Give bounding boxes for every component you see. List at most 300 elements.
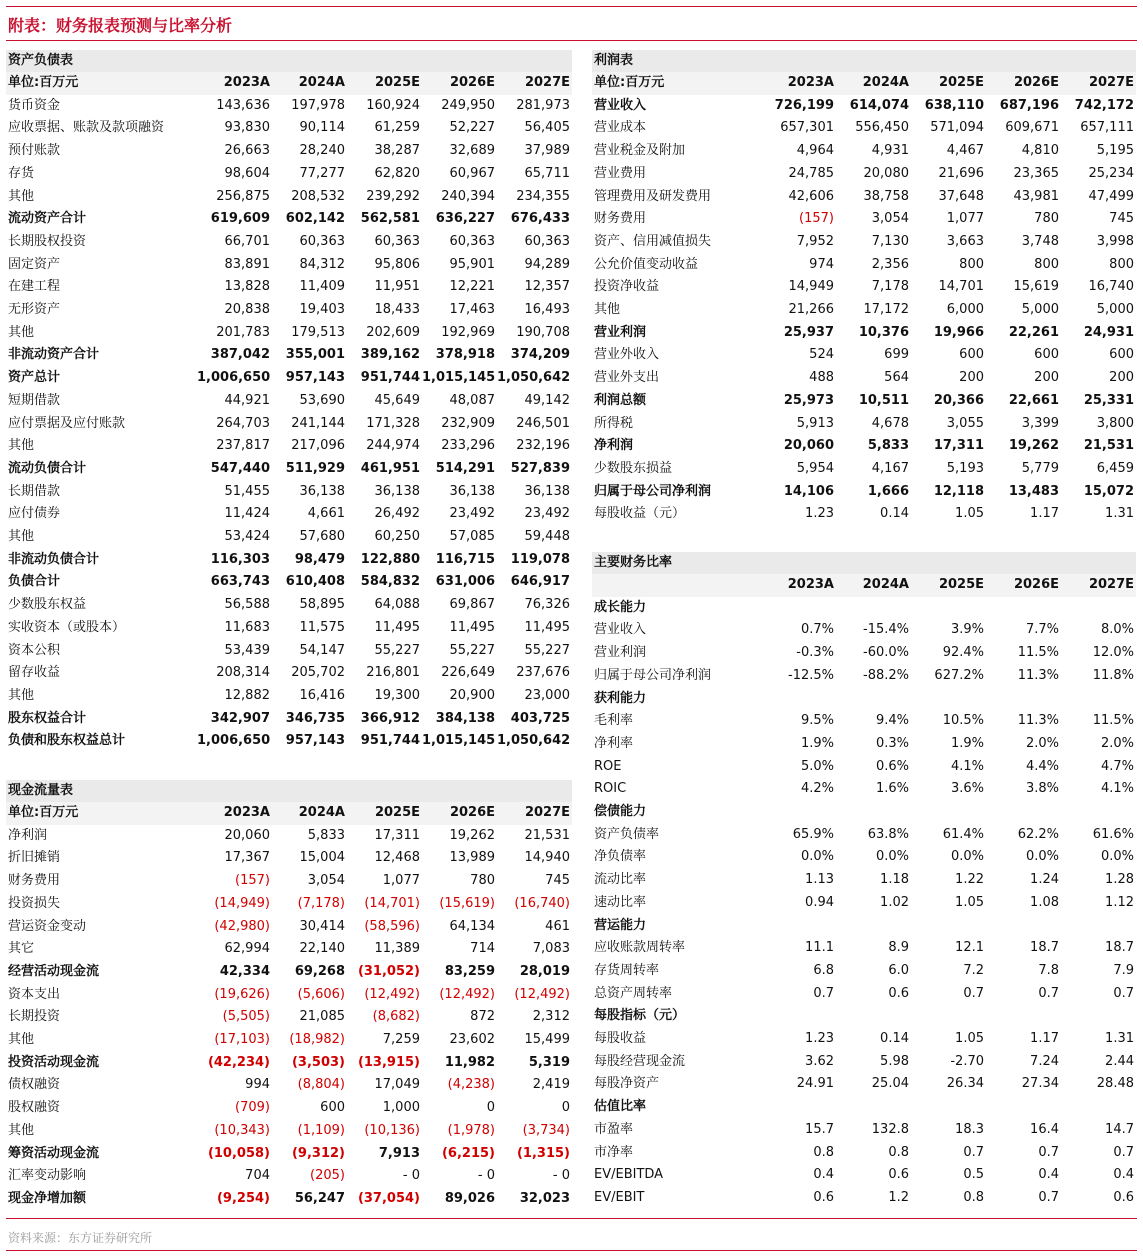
value-cell: 53,439: [224, 642, 270, 658]
value-cell: (9,312): [291, 1145, 345, 1161]
value-cell: 15,004: [299, 850, 345, 866]
value-cell: 53,690: [299, 392, 345, 408]
value-cell: 4.7%: [1100, 758, 1134, 774]
balance-sheet-table: [6, 72, 572, 753]
empty-cell: [836, 801, 911, 824]
value-cell: 780: [1034, 211, 1059, 227]
row-label: 非流动资产合计: [8, 347, 100, 363]
value-cell: 6.8: [813, 962, 834, 978]
value-cell: 241,144: [291, 415, 345, 431]
value-cell: 0: [561, 1100, 570, 1116]
value-cell: (13,915): [357, 1054, 420, 1070]
value-cell: 66,701: [224, 233, 270, 249]
value-cell: 1.9%: [800, 735, 834, 751]
value-cell: 1.12: [1105, 894, 1134, 910]
value-cell: 4.4%: [1025, 758, 1059, 774]
row-label: 应付票据及应付账款: [8, 415, 126, 431]
value-cell: 1.24: [1030, 872, 1059, 888]
value-cell: 0.7: [813, 985, 834, 1001]
value-cell: 12,118: [933, 483, 984, 499]
value-cell: 1,000: [382, 1100, 420, 1116]
category-label: 获利能力: [594, 690, 647, 706]
row-label: 营业利润: [594, 324, 647, 340]
value-cell: 11,495: [449, 619, 495, 635]
row-label: 营业税金及附加: [594, 143, 686, 159]
value-cell: 24,785: [788, 165, 834, 181]
table-row: [6, 938, 572, 961]
table-row: [592, 231, 1136, 254]
value-cell: 638,110: [924, 97, 984, 113]
value-cell: 13,828: [224, 279, 270, 295]
value-cell: 1,006,650: [197, 733, 271, 749]
value-cell: 36,138: [299, 483, 345, 499]
value-cell: 4,964: [796, 143, 834, 159]
footer-rule: [6, 1250, 1137, 1251]
value-cell: 3.9%: [950, 622, 984, 638]
row-label: 归属于母公司净利润: [594, 667, 712, 683]
value-cell: (15,619): [439, 895, 495, 911]
value-cell: (157): [235, 873, 270, 889]
row-label: 总资产周转率: [594, 985, 673, 1001]
page-title: 附表：财务报表预测与比率分析: [8, 16, 233, 35]
value-cell: 239,292: [366, 188, 420, 204]
value-cell: 234,355: [516, 188, 570, 204]
value-cell: 42,606: [788, 188, 834, 204]
row-label: 留存收益: [8, 665, 61, 681]
value-cell: 47,499: [1088, 188, 1134, 204]
row-label: 营业外支出: [594, 370, 660, 386]
value-cell: 60,250: [374, 529, 420, 545]
value-cell: 20,060: [224, 827, 270, 843]
value-cell: 1.31: [1105, 506, 1134, 522]
value-cell: 202,609: [366, 324, 420, 340]
income-statement-table: [592, 72, 1136, 526]
empty-cell: [986, 1096, 1061, 1119]
value-cell: 657,301: [780, 120, 834, 136]
value-cell: 0.7: [1113, 1144, 1134, 1160]
row-label: 长期借款: [8, 483, 61, 499]
table-row: [6, 847, 572, 870]
value-cell: 5.0%: [800, 758, 834, 774]
value-cell: 11.3%: [1017, 667, 1059, 683]
year-header: 2027E: [1061, 574, 1136, 597]
table-row: [6, 893, 572, 916]
value-cell: 11,951: [374, 279, 420, 295]
row-label: 净利率: [594, 735, 634, 751]
value-cell: 11,495: [374, 619, 420, 635]
table-row: [592, 163, 1136, 186]
value-cell: 4.1%: [1100, 781, 1134, 797]
value-cell: 63.8%: [867, 826, 909, 842]
value-cell: 20,900: [449, 687, 495, 703]
year-header: 2026E: [422, 802, 497, 825]
table-row: [6, 435, 572, 458]
table-row: [592, 733, 1136, 756]
table-row: [6, 594, 572, 617]
value-cell: 12,882: [224, 687, 270, 703]
table-row: [592, 1142, 1136, 1165]
value-cell: 69,867: [449, 597, 495, 613]
value-cell: 7.9: [1113, 962, 1134, 978]
header-row: [592, 574, 1136, 597]
value-cell: (10,343): [214, 1122, 270, 1138]
value-cell: 25,973: [783, 392, 834, 408]
value-cell: 5,954: [796, 460, 834, 476]
value-cell: 663,743: [210, 574, 270, 590]
value-cell: (3,734): [522, 1122, 570, 1138]
value-cell: 1,006,650: [197, 370, 271, 386]
value-cell: 216,801: [366, 665, 420, 681]
table-row: [592, 1028, 1136, 1051]
value-cell: 28,240: [299, 143, 345, 159]
value-cell: 43,981: [1013, 188, 1059, 204]
year-header: 2026E: [986, 72, 1061, 95]
value-cell: 15,072: [1083, 483, 1134, 499]
value-cell: 53,424: [224, 529, 270, 545]
value-cell: 54,147: [299, 642, 345, 658]
category-label: 偿债能力: [594, 804, 647, 820]
value-cell: 60,363: [374, 233, 420, 249]
year-header: 2027E: [497, 72, 572, 95]
table-row: [6, 1143, 572, 1166]
value-cell: 16.4: [1030, 1121, 1059, 1137]
table-row: [6, 186, 572, 209]
value-cell: 7,952: [796, 233, 834, 249]
empty-cell: [761, 801, 836, 824]
empty-cell: [986, 1005, 1061, 1028]
value-cell: 9.4%: [875, 713, 909, 729]
table-row: [6, 708, 572, 731]
row-label: 利润总额: [594, 392, 647, 408]
value-cell: 23,602: [449, 1032, 495, 1048]
table-row: [592, 322, 1136, 345]
empty-cell: [761, 1005, 836, 1028]
value-cell: 602,142: [285, 211, 345, 227]
value-cell: 16,740: [1088, 279, 1134, 295]
value-cell: 16,493: [524, 302, 570, 318]
value-cell: 12.1: [955, 940, 984, 956]
table-row: [592, 413, 1136, 436]
value-cell: (1,109): [297, 1122, 345, 1138]
value-cell: 10.5%: [942, 713, 984, 729]
table-row: [6, 367, 572, 390]
table-row: [6, 231, 572, 254]
category-row: [592, 1005, 1136, 1028]
value-cell: 17,049: [374, 1077, 420, 1093]
value-cell: 12.0%: [1092, 645, 1134, 661]
value-cell: 1.17: [1030, 506, 1059, 522]
table-row: [592, 960, 1136, 983]
value-cell: 32,023: [519, 1190, 570, 1206]
value-cell: 20,080: [863, 165, 909, 181]
row-label: 负债合计: [8, 574, 61, 590]
row-label: 资产负债率: [594, 826, 660, 842]
value-cell: - 0: [402, 1168, 420, 1184]
value-cell: 90,114: [299, 120, 345, 136]
value-cell: 0.0%: [1100, 849, 1134, 865]
table-row: [6, 730, 572, 753]
row-label: 其他: [8, 687, 35, 703]
value-cell: 11,683: [224, 619, 270, 635]
row-label: 其他: [8, 529, 35, 545]
empty-cell: [836, 1005, 911, 1028]
value-cell: 83,259: [444, 963, 495, 979]
value-cell: 4.1%: [950, 758, 984, 774]
table-row: [592, 503, 1136, 526]
table-row: [592, 140, 1136, 163]
value-cell: 872: [470, 1009, 495, 1025]
row-label: 少数股东权益: [8, 597, 87, 613]
row-label: 无形资产: [8, 302, 61, 318]
row-label: 市净率: [594, 1144, 634, 1160]
value-cell: 3,998: [1096, 233, 1134, 249]
row-label: 货币资金: [8, 97, 61, 113]
row-label: 其他: [8, 438, 35, 454]
row-label: 资本支出: [8, 986, 61, 1002]
table-row: [6, 685, 572, 708]
value-cell: 3,399: [1021, 415, 1059, 431]
value-cell: 1.13: [805, 872, 834, 888]
value-cell: 6,459: [1096, 460, 1134, 476]
value-cell: 84,312: [299, 256, 345, 272]
value-cell: 742,172: [1074, 97, 1134, 113]
row-label: 管理费用及研发费用: [594, 188, 712, 204]
value-cell: (12,492): [364, 986, 420, 1002]
value-cell: 19,262: [1008, 438, 1059, 454]
value-cell: 13,989: [449, 850, 495, 866]
value-cell: 69,268: [294, 963, 345, 979]
value-cell: 21,266: [788, 302, 834, 318]
value-cell: 55,227: [524, 642, 570, 658]
value-cell: (14,701): [364, 895, 420, 911]
row-label: 少数股东损益: [594, 460, 673, 476]
value-cell: 514,291: [435, 460, 495, 476]
value-cell: 0.5: [963, 1167, 984, 1183]
row-label: 毛利率: [594, 713, 634, 729]
value-cell: 5,833: [867, 438, 909, 454]
row-label: 营业收入: [594, 622, 647, 638]
value-cell: 237,676: [516, 665, 570, 681]
value-cell: 37,989: [524, 143, 570, 159]
category-label: 每股指标（元）: [594, 1008, 686, 1024]
value-cell: 200: [1109, 370, 1134, 386]
value-cell: 3.8%: [1025, 781, 1059, 797]
value-cell: 17,311: [374, 827, 420, 843]
value-cell: 488: [809, 370, 834, 386]
category-label: 成长能力: [594, 599, 647, 615]
row-label: 应收票据、账款及款项融资: [8, 120, 165, 136]
value-cell: 0: [486, 1100, 495, 1116]
row-label: 资本公积: [8, 642, 61, 658]
value-cell: 65,711: [524, 165, 570, 181]
header-row: [592, 72, 1136, 95]
value-cell: 28,019: [519, 963, 570, 979]
value-cell: 49,142: [524, 392, 570, 408]
value-cell: 60,363: [299, 233, 345, 249]
table-row: [6, 1097, 572, 1120]
row-label: 流动比率: [594, 872, 647, 888]
value-cell: -0.3%: [796, 645, 834, 661]
table-row: [592, 1187, 1136, 1210]
empty-cell: [761, 915, 836, 938]
table-row: [6, 1052, 572, 1075]
value-cell: -12.5%: [788, 667, 834, 683]
value-cell: 21,696: [938, 165, 984, 181]
row-label: 每股收益: [594, 1031, 647, 1047]
table-row: [6, 617, 572, 640]
value-cell: 3,663: [946, 233, 984, 249]
table-row: [6, 163, 572, 186]
year-header: 2026E: [986, 574, 1061, 597]
value-cell: 7,083: [532, 941, 570, 957]
value-cell: 527,839: [510, 460, 570, 476]
value-cell: 1,015,145: [422, 733, 496, 749]
row-label: 其它: [8, 941, 35, 957]
year-header: 2025E: [347, 802, 422, 825]
category-label: 营运能力: [594, 917, 647, 933]
title-rule: [6, 40, 1137, 41]
table-row: [6, 1074, 572, 1097]
value-cell: 3,748: [1021, 233, 1059, 249]
value-cell: 61.4%: [942, 826, 984, 842]
value-cell: 55,227: [449, 642, 495, 658]
value-cell: (157): [799, 211, 834, 227]
value-cell: 192,969: [441, 324, 495, 340]
value-cell: 461,951: [360, 460, 420, 476]
value-cell: 584,832: [360, 574, 420, 590]
value-cell: 26.34: [946, 1076, 984, 1092]
row-label: 汇率变动影响: [8, 1168, 87, 1184]
value-cell: 0.8: [813, 1144, 834, 1160]
row-label: 存货: [8, 165, 35, 181]
table-row: [592, 619, 1136, 642]
value-cell: 12,357: [524, 279, 570, 295]
empty-cell: [1061, 915, 1136, 938]
row-label: 实收资本（或股本）: [8, 619, 126, 635]
table-row: [6, 984, 572, 1007]
year-header: 2024A: [272, 802, 347, 825]
table-row: [6, 549, 572, 572]
value-cell: 403,725: [510, 710, 570, 726]
value-cell: 76,326: [524, 597, 570, 613]
empty-cell: [911, 597, 986, 620]
row-label: 净利润: [8, 827, 48, 843]
value-cell: 11.1: [805, 940, 834, 956]
value-cell: (8,682): [372, 1009, 420, 1025]
value-cell: 4,167: [871, 460, 909, 476]
empty-cell: [1061, 801, 1136, 824]
ratios-section: [592, 552, 1136, 1210]
value-cell: 8.0%: [1100, 622, 1134, 638]
value-cell: 2,419: [532, 1077, 570, 1093]
value-cell: 200: [959, 370, 984, 386]
value-cell: 60,363: [524, 233, 570, 249]
value-cell: 17,463: [449, 302, 495, 318]
empty-cell: [986, 801, 1061, 824]
value-cell: (9,254): [216, 1190, 270, 1206]
empty-cell: [761, 1096, 836, 1119]
value-cell: 11.3%: [1017, 713, 1059, 729]
value-cell: 92.4%: [942, 645, 984, 661]
value-cell: (7,178): [297, 895, 345, 911]
value-cell: (31,052): [357, 963, 420, 979]
value-cell: 201,783: [216, 324, 270, 340]
table-row: [592, 1051, 1136, 1074]
cash-flow-title: 现金流量表: [6, 780, 572, 802]
year-header: 2025E: [911, 574, 986, 597]
empty-cell: [836, 915, 911, 938]
value-cell: 62,994: [224, 941, 270, 957]
value-cell: 800: [959, 256, 984, 272]
table-row: [592, 869, 1136, 892]
value-cell: 48,087: [449, 392, 495, 408]
value-cell: 28.48: [1096, 1076, 1134, 1092]
value-cell: (8,804): [297, 1077, 345, 1093]
year-header: 2025E: [347, 72, 422, 95]
value-cell: 619,609: [210, 211, 270, 227]
table-row: [6, 117, 572, 140]
table-row: [6, 640, 572, 663]
value-cell: 600: [1034, 347, 1059, 363]
year-header: 2027E: [1061, 72, 1136, 95]
row-label: 筹资活动现金流: [8, 1145, 100, 1161]
value-cell: 190,708: [516, 324, 570, 340]
row-label: 市盈率: [594, 1121, 634, 1137]
value-cell: -15.4%: [863, 622, 909, 638]
value-cell: 1,666: [867, 483, 909, 499]
row-label: 其他: [8, 1122, 35, 1138]
value-cell: 132.8: [871, 1121, 909, 1137]
value-cell: 232,196: [516, 438, 570, 454]
row-label: ROIC: [594, 781, 627, 797]
value-cell: 21,531: [1083, 438, 1134, 454]
row-label: 资产、信用减值损失: [594, 233, 712, 249]
value-cell: 208,314: [216, 665, 270, 681]
value-cell: 1,077: [946, 211, 984, 227]
value-cell: 23,492: [449, 506, 495, 522]
value-cell: 6.0: [888, 962, 909, 978]
value-cell: 18,433: [374, 302, 420, 318]
value-cell: 0.6: [888, 1167, 909, 1183]
value-cell: 2,312: [532, 1009, 570, 1025]
table-row: [592, 665, 1136, 688]
table-row: [6, 458, 572, 481]
value-cell: 0.4: [1038, 1167, 1059, 1183]
value-cell: 3.6%: [950, 781, 984, 797]
row-label: 现金净增加额: [8, 1190, 87, 1206]
year-header: 2023A: [197, 802, 272, 825]
value-cell: 17,311: [933, 438, 984, 454]
value-cell: 61,259: [374, 120, 420, 136]
value-cell: - 0: [552, 1168, 570, 1184]
value-cell: 387,042: [210, 347, 270, 363]
value-cell: 1,015,145: [422, 370, 496, 386]
value-cell: 10,511: [858, 392, 909, 408]
value-cell: 600: [1109, 347, 1134, 363]
value-cell: 38,287: [374, 143, 420, 159]
value-cell: 7,130: [871, 233, 909, 249]
value-cell: 511,929: [285, 460, 345, 476]
value-cell: 714: [470, 941, 495, 957]
value-cell: 0.7: [1113, 985, 1134, 1001]
value-cell: 61.6%: [1092, 826, 1134, 842]
value-cell: 11,495: [524, 619, 570, 635]
value-cell: 7.2: [963, 962, 984, 978]
value-cell: 461: [545, 918, 570, 934]
value-cell: 1.17: [1030, 1031, 1059, 1047]
value-cell: 98,604: [224, 165, 270, 181]
value-cell: 52,227: [449, 120, 495, 136]
